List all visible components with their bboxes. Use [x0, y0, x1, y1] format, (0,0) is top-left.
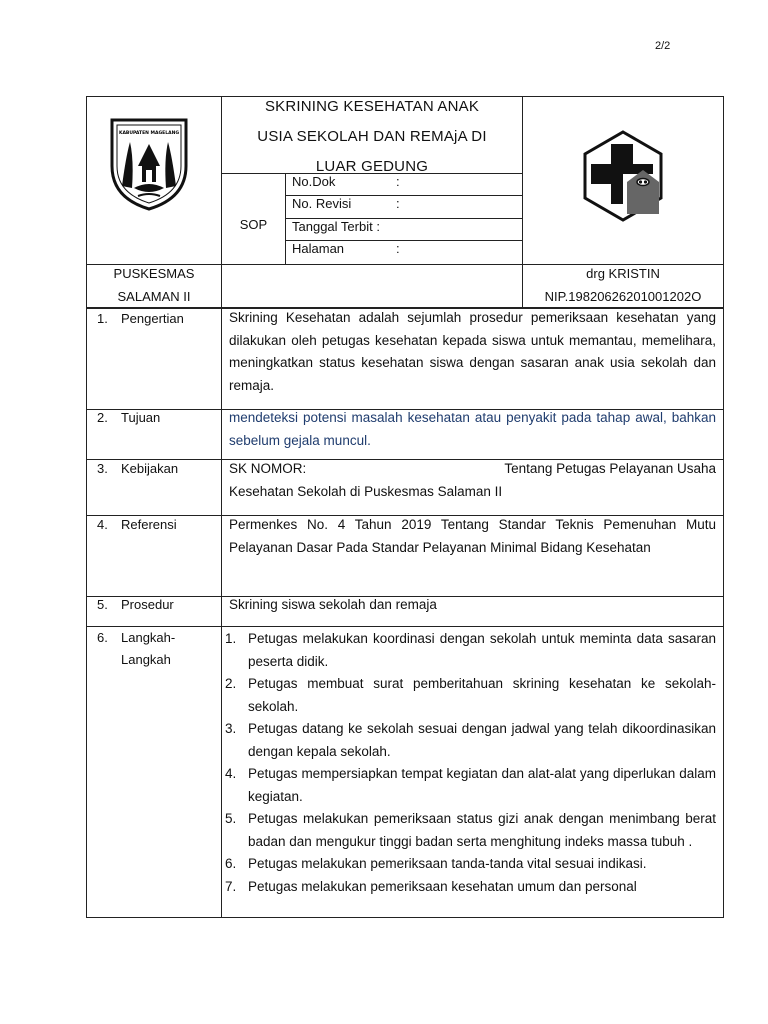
- meta-colon: :: [396, 196, 400, 211]
- sop-label: SOP: [239, 217, 268, 232]
- section-number: 3.: [97, 461, 108, 476]
- step-number: 3.: [225, 721, 237, 736]
- meta-colon: :: [396, 241, 400, 256]
- grid-line: [86, 96, 87, 918]
- step-number: 7.: [225, 878, 237, 894]
- title-line: LUAR GEDUNG: [315, 158, 429, 175]
- org-line: SALAMAN II: [117, 289, 191, 304]
- section-label: [97, 514, 177, 536]
- section-title: Prosedur: [121, 597, 174, 612]
- signer-block: [522, 262, 724, 308]
- list-item: [225, 808, 716, 853]
- meta-no-revisi: No. Revisi: [292, 196, 352, 211]
- policy-subject-cont: Kesehatan Sekolah di Puskesmas Salaman II: [229, 483, 503, 499]
- step-text: Petugas membuat surat pemberitahuan skrining kesehatan ke sekolah-sekolah.: [248, 676, 716, 714]
- step-number: 4.: [225, 766, 237, 781]
- section-title: Kebijakan: [121, 461, 179, 476]
- section-tujuan-text: mendeteksi potensi masalah kesehatan atau penyakit pada tahap awal, bahkan sebelum gejala muncul.: [229, 410, 716, 448]
- policy-sk-number: SK NOMOR:: [229, 461, 307, 476]
- section-label: [97, 627, 175, 671]
- row-separator: [86, 626, 724, 627]
- table-bottom-line: [86, 917, 724, 918]
- step-text: Petugas mempersiapkan tempat kegiatan dan alat-alat yang diperlukan dalam kegiatan.: [248, 766, 716, 804]
- organization-name: [86, 262, 222, 308]
- emblem-text: KABUPATEN MAGELANG: [118, 131, 180, 136]
- steps-list: [225, 628, 716, 898]
- step-text: Petugas melakukan pemeriksaan kesehatan umum dan personal: [248, 878, 637, 894]
- meta-no-dok: No.Dok: [292, 174, 336, 189]
- meta-tanggal-terbit: Tanggal Terbit :: [292, 219, 380, 234]
- list-item: [225, 853, 716, 876]
- grid-line: [723, 96, 724, 918]
- list-item: [225, 876, 716, 899]
- list-item: [225, 763, 716, 808]
- section-prosedur-text: Skrining siswa sekolah dan remaja: [229, 597, 437, 612]
- section-title: [121, 627, 175, 671]
- section-pengertian-text: Skrining Kesehatan adalah sejumlah prosedur pemeriksaan kesehatan yang dilakukan oleh petugas kesehatan kepada siswa untuk memantau, memelihara, meningkatkan status kesehatan siswa dengan sasaran anak usia sekolah dan remaja.: [229, 310, 716, 393]
- section-number: 1.: [97, 311, 108, 326]
- document-title: [222, 92, 522, 182]
- step-text: Petugas melakukan pemeriksaan tanda-tanda vital sesuai indikasi.: [248, 856, 647, 871]
- section-title: Referensi: [121, 517, 177, 532]
- policy-subject: Tentang Petugas Pelayanan Usaha: [504, 461, 716, 476]
- section-label: [97, 407, 160, 429]
- step-number: 5.: [225, 811, 237, 826]
- step-number: 2.: [225, 676, 237, 691]
- section-kebijakan-text: [229, 458, 716, 503]
- health-cross-logo: [577, 130, 669, 222]
- section-number: 2.: [97, 410, 108, 425]
- section-title-line: Langkah: [121, 652, 171, 667]
- signer-nip: NIP.19820626201001202O: [544, 289, 702, 304]
- step-text: Petugas melakukan pemeriksaan status gizi anak dengan menimbang berat badan dan mengukur tinggi badan serta menghitung indeks massa tubuh .: [248, 811, 716, 849]
- meta-colon: :: [396, 174, 400, 189]
- section-title-line: Langkah-: [121, 630, 176, 645]
- section-label: [97, 458, 178, 480]
- regency-emblem-logo: [108, 116, 190, 212]
- list-item: [225, 718, 716, 763]
- section-label: [97, 308, 184, 330]
- title-line: SKRINING KESEHATAN ANAK: [264, 98, 480, 115]
- section-number: 5.: [97, 597, 108, 612]
- list-item: [225, 628, 716, 673]
- section-referensi-text: Permenkes No. 4 Tahun 2019 Tentang Standar Teknis Pemenuhan Mutu Pelayanan Dasar Pada Standar Pelayanan Minimal Bidang Kesehatan: [229, 517, 716, 555]
- step-text: Petugas datang ke sekolah sesuai dengan jadwal yang telah dikoordinasikan dengan kepala sekolah.: [248, 721, 716, 759]
- org-line: PUSKESMAS: [113, 266, 195, 281]
- section-number: 6.: [97, 630, 108, 645]
- section-number: 4.: [97, 517, 108, 532]
- page-number: 2/2: [655, 40, 671, 52]
- step-number: 6.: [225, 856, 237, 871]
- section-title: Pengertian: [121, 311, 184, 326]
- list-item: [225, 673, 716, 718]
- section-label: [97, 594, 174, 616]
- step-text: Petugas melakukan koordinasi dengan sekolah untuk meminta data sasaran peserta didik.: [248, 631, 716, 669]
- meta-halaman: Halaman: [292, 241, 345, 256]
- title-line: USIA SEKOLAH DAN REMAjA DI: [257, 128, 487, 145]
- section-title: Tujuan: [121, 410, 161, 425]
- signer-name: drg KRISTIN: [586, 266, 660, 281]
- step-number: 1.: [225, 631, 237, 646]
